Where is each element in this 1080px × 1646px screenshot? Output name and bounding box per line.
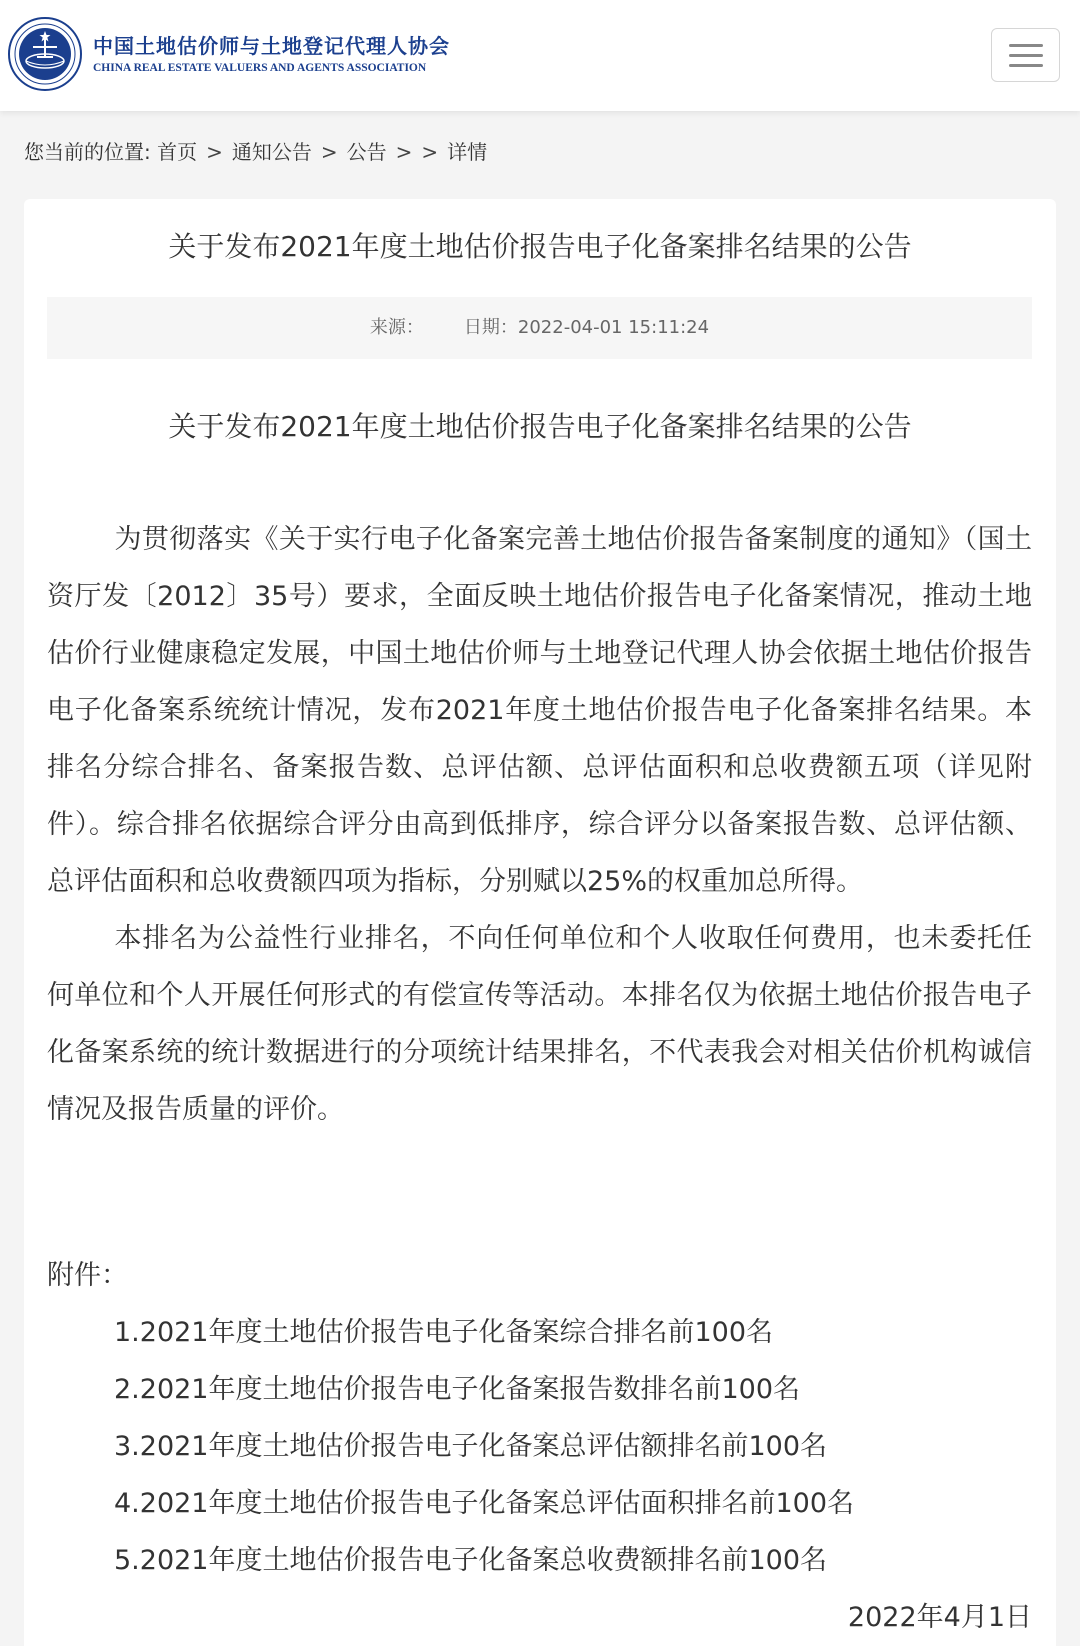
- attachment-link[interactable]: 2.2021年度土地估价报告电子化备案报告数排名前100名: [114, 1374, 801, 1405]
- site-name-en[interactable]: CHINA REAL ESTATE VALUERS AND AGENTS ASSOCIATION: [93, 62, 427, 74]
- hamburger-menu-icon: [1009, 44, 1043, 47]
- breadcrumb-separator: >: [421, 140, 439, 164]
- attachment-link[interactable]: 5.2021年度土地估价报告电子化备案总收费额排名前100名: [114, 1545, 828, 1576]
- menu-button[interactable]: [991, 28, 1060, 82]
- article-paragraph: 本排名为公益性行业排名，不向任何单位和个人收取任何费用，也未委托任何单位和个人开展任何形式的有偿宣传等活动。本排名仅为依据土地估价报告电子化备案系统的统计数据进行的分项统计结果排名，不代表我会对相关估价机构诚信情况及报告质量的评价。: [47, 923, 1032, 1125]
- hamburger-menu-icon-bar: [1009, 54, 1043, 57]
- breadcrumb-separator: >: [320, 140, 338, 164]
- content-title: 关于发布2021年度土地估价报告电子化备案排名结果的公告: [168, 410, 912, 443]
- breadcrumb-separator: >: [395, 140, 413, 164]
- breadcrumb-separator: >: [206, 140, 223, 164]
- attachment-link[interactable]: 3.2021年度土地估价报告电子化备案总评估额排名前100名: [114, 1431, 828, 1462]
- site-name-cn[interactable]: 中国土地估价师与土地登记代理人协会: [93, 34, 450, 58]
- attachment-label: 附件：: [47, 1260, 128, 1291]
- article-date: 日期：2022-04-01 15:11:24: [463, 317, 710, 338]
- article-paragraph: 为贯彻落实《关于实行电子化备案完善土地估价报告备案制度的通知》（国土资厅发〔2012〕35号）要求，全面反映土地估价报告电子化备案情况，推动土地估价行业健康稳定发展，中国土地估价师与土地登记代理人协会依据土地估价报告电子化备案系统统计情况，发布2021年度土地估价报告电子化备案排名结果。本排名分综合排名、备案报告数、总评估额、总评估面积和总收费额五项（详见附件）。综合排名依据综合评分由高到低排序，综合评分以备案报告数、总评估额、总评估面积和总收费额四项为指标，分别赋以25%的权重加总所得。: [47, 524, 1032, 897]
- breadcrumb: [24, 137, 487, 167]
- breadcrumb-prefix: 您当前的位置:: [24, 140, 151, 164]
- sign-date: 2022年4月1日: [847, 1602, 1032, 1633]
- article-title: 关于发布2021年度土地估价报告电子化备案排名结果的公告: [168, 230, 912, 263]
- breadcrumb-home[interactable]: 首页: [157, 140, 198, 164]
- association-emblem-icon[interactable]: [8, 17, 82, 91]
- breadcrumb-announcements[interactable]: 公告: [346, 140, 387, 164]
- article-source: 来源：: [369, 317, 424, 338]
- article-card: [24, 199, 1056, 1646]
- article-body: [47, 511, 1032, 1138]
- breadcrumb-current: 详情: [447, 140, 488, 164]
- site-header: [0, 0, 1080, 111]
- attachment-link[interactable]: 4.2021年度土地估价报告电子化备案总评估面积排名前100名: [114, 1488, 855, 1519]
- breadcrumb-notices[interactable]: 通知公告: [231, 140, 312, 164]
- attachment-list: [114, 1304, 854, 1589]
- hamburger-menu-icon-bar: [1009, 64, 1043, 67]
- article-meta: [47, 297, 1032, 359]
- attachment-link[interactable]: 1.2021年度土地估价报告电子化备案综合排名前100名: [114, 1317, 774, 1348]
